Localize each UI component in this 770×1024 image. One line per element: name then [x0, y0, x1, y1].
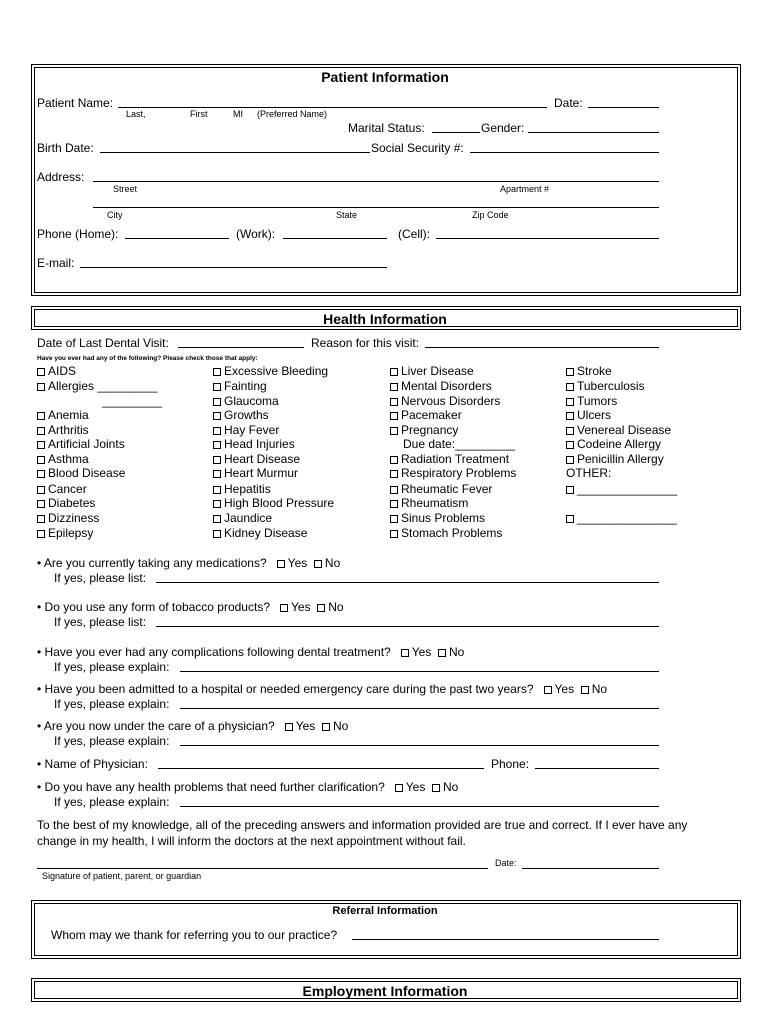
condition-allergies[interactable]: Allergies _________ [37, 379, 157, 393]
condition-mental-disorders[interactable]: Mental Disorders [390, 379, 492, 393]
checkbox-icon[interactable] [390, 456, 398, 464]
marital-status-label: Marital Status: [348, 121, 425, 135]
city-caption: City [107, 210, 123, 220]
condition-growths[interactable]: Growths [213, 408, 269, 422]
email-field[interactable] [80, 267, 387, 268]
checkbox-icon[interactable] [566, 441, 574, 449]
no-checkbox[interactable] [317, 604, 325, 612]
q-hospital: • Have you been admitted to a hospital or needed emergency care during the past two years? Yes No [37, 682, 608, 696]
condition-hepatitis[interactable]: Hepatitis [213, 482, 271, 496]
q-medications-sub: If yes, please list: [54, 571, 147, 585]
patient-info-inner-border [34, 67, 738, 293]
condition-diabetes[interactable]: Diabetes [37, 496, 95, 510]
address-label: Address: [37, 170, 85, 184]
condition-glaucoma[interactable]: Glaucoma [213, 394, 279, 408]
checkbox-icon[interactable] [390, 530, 398, 538]
physician-phone-field[interactable] [535, 768, 659, 769]
condition-rheumatism[interactable]: Rheumatism [390, 496, 468, 510]
statement-line-2: change in my health, I will inform the doctors at the next appointment without fail. [37, 834, 466, 848]
date-field[interactable] [588, 107, 659, 108]
ssn-field[interactable] [470, 152, 659, 153]
last-visit-field[interactable] [178, 347, 304, 348]
patient-name-label: Patient Name: [37, 96, 114, 110]
condition-head-injuries[interactable]: Head Injuries [213, 437, 295, 451]
phone-home-label: Phone (Home): [37, 227, 119, 241]
checkbox-icon[interactable] [213, 486, 221, 494]
tobacco-field[interactable] [156, 626, 659, 627]
condition-nervous-disorders[interactable]: Nervous Disorders [390, 394, 500, 408]
last-caption: Last, [126, 109, 146, 119]
preferred-caption: (Preferred Name) [257, 109, 328, 119]
q-physician-care-sub: If yes, please explain: [54, 734, 170, 748]
checkbox-icon[interactable] [390, 427, 398, 435]
q-physician-name: • Name of Physician: [37, 757, 148, 771]
checkbox-icon[interactable] [213, 427, 221, 435]
street-caption: Street [113, 184, 138, 194]
condition-anemia[interactable]: Anemia [37, 408, 89, 422]
other-field-2[interactable]: _______________ [566, 511, 677, 525]
checkbox-icon[interactable] [566, 412, 574, 420]
condition-stomach-problems[interactable]: Stomach Problems [390, 526, 502, 540]
checkbox-icon[interactable] [37, 500, 45, 508]
patient-name-field[interactable] [118, 107, 547, 108]
reason-field[interactable] [425, 347, 659, 348]
condition-jaundice[interactable]: Jaundice [213, 511, 272, 525]
checkbox-icon[interactable] [213, 398, 221, 406]
checkbox-icon[interactable] [37, 412, 45, 420]
condition-aids[interactable]: AIDS [37, 364, 76, 378]
condition-penicillin-allergy[interactable]: Penicillin Allergy [566, 452, 664, 466]
condition-dizziness[interactable]: Dizziness [37, 511, 99, 525]
checkbox-icon[interactable] [213, 500, 221, 508]
condition-artificial-joints[interactable]: Artificial Joints [37, 437, 125, 451]
checkbox-icon[interactable] [566, 486, 574, 494]
checkbox-icon[interactable] [37, 530, 45, 538]
checkbox-icon[interactable] [390, 383, 398, 391]
condition-tuberculosis[interactable]: Tuberculosis [566, 379, 645, 393]
checkbox-icon[interactable] [566, 383, 574, 391]
condition-hay-fever[interactable]: Hay Fever [213, 423, 279, 437]
apartment-caption: Apartment # [500, 184, 550, 194]
no-checkbox[interactable] [322, 723, 330, 731]
patient-info-title: Patient Information [321, 69, 449, 85]
condition-high-blood-pressure[interactable]: High Blood Pressure [213, 496, 334, 510]
q-complications: • Have you ever had any complications following dental treatment? Yes No [37, 645, 465, 659]
referral-title: Referral Information [332, 905, 438, 917]
checkbox-icon[interactable] [566, 427, 574, 435]
physician-phone-label: Phone: [491, 757, 530, 771]
clarification-field[interactable] [180, 806, 659, 807]
q-clarification-sub: If yes, please explain: [54, 795, 170, 809]
q-medications: • Are you currently taking any medications? Yes No [37, 556, 341, 570]
gender-field[interactable] [528, 132, 659, 133]
condition-heart-disease[interactable]: Heart Disease [213, 452, 300, 466]
checkbox-icon[interactable] [37, 470, 45, 478]
conditions-instruction: Have you ever had any of the following? Please check those that apply: [37, 355, 258, 362]
condition-pregnancy[interactable]: Pregnancy [390, 423, 458, 437]
phone-home-field[interactable] [125, 238, 229, 239]
allergies-extra-line[interactable]: _________ [102, 394, 163, 408]
checkbox-icon[interactable] [213, 515, 221, 523]
condition-rheumatic-fever[interactable]: Rheumatic Fever [390, 482, 492, 496]
yes-checkbox[interactable] [285, 723, 293, 731]
checkbox-icon[interactable] [37, 427, 45, 435]
no-checkbox[interactable] [438, 649, 446, 657]
pregnancy-due-date[interactable]: Due date:_________ [403, 437, 516, 451]
hospital-field[interactable] [180, 708, 659, 709]
street-field[interactable] [93, 181, 659, 182]
condition-pacemaker[interactable]: Pacemaker [390, 408, 462, 422]
condition-blood-disease[interactable]: Blood Disease [37, 466, 125, 480]
signature-caption: Signature of patient, parent, or guardian [42, 871, 202, 881]
yes-checkbox[interactable] [277, 560, 285, 568]
yes-checkbox[interactable] [395, 784, 403, 792]
no-checkbox[interactable] [581, 686, 589, 694]
referral-question: Whom may we thank for referring you to our practice? [51, 928, 338, 942]
q-hospital-sub: If yes, please explain: [54, 697, 170, 711]
yes-checkbox[interactable] [280, 604, 288, 612]
condition-cancer[interactable]: Cancer [37, 482, 87, 496]
checkbox-icon[interactable] [390, 368, 398, 376]
yes-checkbox[interactable] [544, 686, 552, 694]
q-tobacco-sub: If yes, please list: [54, 615, 147, 629]
birth-date-field[interactable] [100, 152, 370, 153]
condition-sinus-problems[interactable]: Sinus Problems [390, 511, 485, 525]
complications-field[interactable] [180, 671, 659, 672]
condition-venereal-disease[interactable]: Venereal Disease [566, 423, 671, 437]
condition-epilepsy[interactable]: Epilepsy [37, 526, 93, 540]
no-checkbox[interactable] [432, 784, 440, 792]
checkbox-icon[interactable] [390, 412, 398, 420]
mi-caption: MI [233, 109, 243, 119]
checkbox-icon[interactable] [390, 500, 398, 508]
phone-cell-label: (Cell): [398, 227, 430, 241]
condition-radiation-treatment[interactable]: Radiation Treatment [390, 452, 509, 466]
checkbox-icon[interactable] [37, 441, 45, 449]
condition-asthma[interactable]: Asthma [37, 452, 89, 466]
first-caption: First [190, 109, 208, 119]
date-label: Date: [554, 96, 583, 110]
checkbox-icon[interactable] [390, 470, 398, 478]
checkbox-icon[interactable] [37, 368, 45, 376]
signature-field[interactable] [37, 868, 488, 869]
condition-ulcers[interactable]: Ulcers [566, 408, 611, 422]
checkbox-icon[interactable] [213, 456, 221, 464]
gender-label: Gender: [481, 121, 525, 135]
phone-work-field[interactable] [283, 238, 387, 239]
medications-field[interactable] [156, 582, 659, 583]
condition-respiratory-problems[interactable]: Respiratory Problems [390, 466, 516, 480]
checkbox-icon[interactable] [213, 470, 221, 478]
q-complications-sub: If yes, please explain: [54, 660, 170, 674]
checkbox-icon[interactable] [390, 515, 398, 523]
other-field-1[interactable]: _______________ [566, 482, 677, 496]
last-visit-label: Date of Last Dental Visit: [37, 336, 169, 350]
employment-title: Employment Information [302, 983, 468, 999]
condition-kidney-disease[interactable]: Kidney Disease [213, 526, 307, 540]
phone-cell-field[interactable] [436, 238, 659, 239]
condition-tumors[interactable]: Tumors [566, 394, 617, 408]
checkbox-icon[interactable] [213, 368, 221, 376]
checkbox-icon[interactable] [566, 456, 574, 464]
checkbox-icon[interactable] [213, 383, 221, 391]
condition-arthritis[interactable]: Arthritis [37, 423, 89, 437]
other-label: OTHER: [566, 466, 612, 480]
marital-status-field[interactable] [432, 132, 480, 133]
physician-name-field[interactable] [158, 768, 484, 769]
checkbox-icon[interactable] [213, 412, 221, 420]
no-checkbox[interactable] [314, 560, 322, 568]
checkbox-icon[interactable] [37, 486, 45, 494]
checkbox-icon[interactable] [390, 398, 398, 406]
signature-date-label: Date: [495, 858, 517, 868]
condition-fainting[interactable]: Fainting [213, 379, 267, 393]
condition-stroke[interactable]: Stroke [566, 364, 612, 378]
yes-checkbox[interactable] [401, 649, 409, 657]
zip-caption: Zip Code [472, 210, 509, 220]
checkbox-icon[interactable] [566, 515, 574, 523]
q-physician-care: • Are you now under the care of a physician? Yes No [37, 719, 349, 733]
signature-date-field[interactable] [522, 868, 659, 869]
email-label: E-mail: [37, 256, 75, 270]
q-tobacco: • Do you use any form of tobacco products? Yes No [37, 600, 344, 614]
state-caption: State [336, 210, 358, 220]
checkbox-icon[interactable] [566, 398, 574, 406]
health-info-title: Health Information [323, 311, 447, 327]
condition-heart-murmur[interactable]: Heart Murmur [213, 466, 298, 480]
checkbox-icon[interactable] [37, 456, 45, 464]
referral-field[interactable] [352, 939, 659, 940]
phone-work-label: (Work): [236, 227, 276, 241]
condition-liver-disease[interactable]: Liver Disease [390, 364, 474, 378]
checkbox-icon[interactable] [213, 441, 221, 449]
statement-line-1: To the best of my knowledge, all of the preceding answers and information provided are true and correct. If I ever have any [37, 818, 688, 832]
condition-excessive-bleeding[interactable]: Excessive Bleeding [213, 364, 328, 378]
q-clarification: • Do you have any health problems that need further clarification? Yes No [37, 780, 459, 794]
checkbox-icon[interactable] [213, 530, 221, 538]
physician-care-field[interactable] [180, 745, 659, 746]
checkbox-icon[interactable] [566, 368, 574, 376]
reason-label: Reason for this visit: [311, 336, 420, 350]
checkbox-icon[interactable] [37, 383, 45, 391]
city-state-zip-field[interactable] [93, 207, 659, 208]
birth-date-label: Birth Date: [37, 141, 94, 155]
condition-codeine-allergy[interactable]: Codeine Allergy [566, 437, 661, 451]
checkbox-icon[interactable] [390, 486, 398, 494]
checkbox-icon[interactable] [37, 515, 45, 523]
ssn-label: Social Security #: [371, 141, 464, 155]
